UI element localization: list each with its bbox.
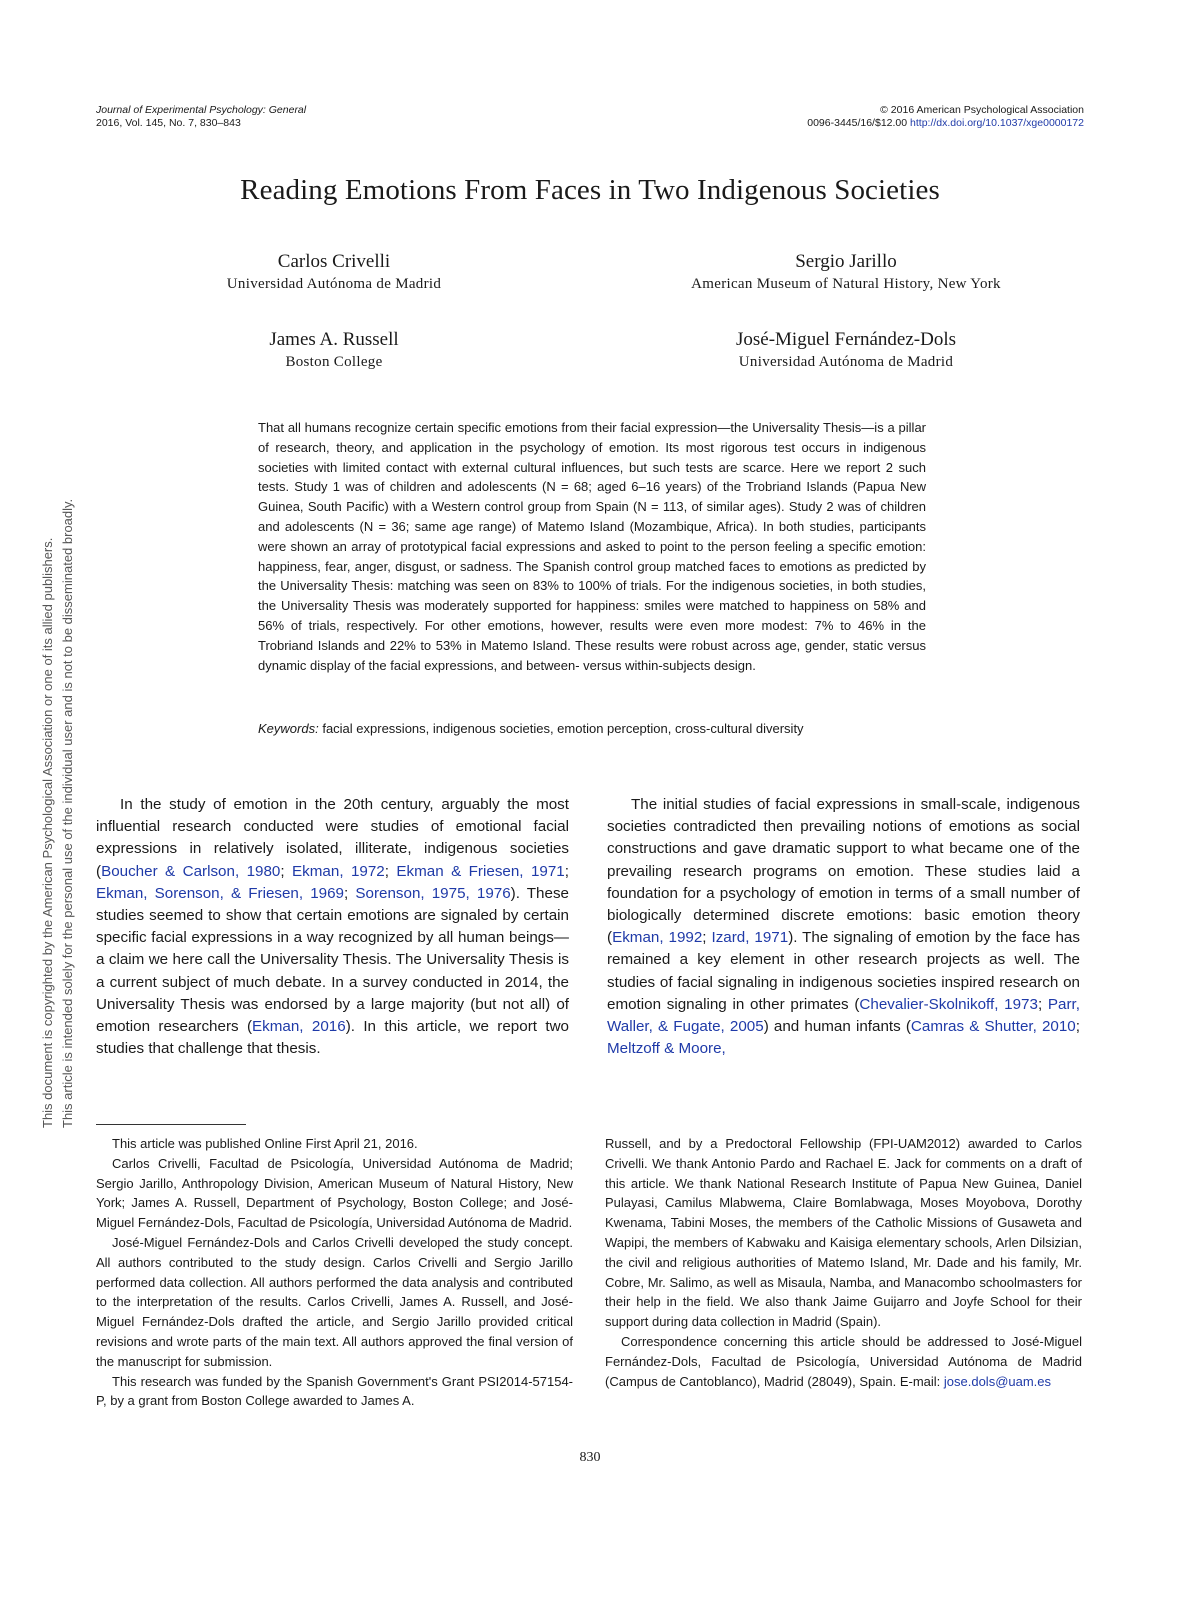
- citation-link[interactable]: Sorenson, 1975, 1976: [355, 884, 511, 902]
- author-name: Carlos Crivelli: [277, 251, 391, 272]
- running-head-left: [96, 104, 306, 130]
- body-text: The initial studies of facial expressions in small-scale, indigenous societies contradicted then prevailing notions of emotions as social constructions and gave dramatic support to what became one of the prevailing research programs on emotion. These studies laid a foundation for a psychology of emotion in terms of a small number of biologically determined discrete emotions: basic emotion theory (: [607, 796, 1080, 947]
- citation-link[interactable]: Izard, 1971: [711, 929, 789, 947]
- journal-name: Journal of Experimental Psychology: General: [96, 104, 307, 116]
- citation-link[interactable]: Ekman, 1972: [292, 862, 385, 880]
- body-text: ). The signaling of emotion by the face has remained a key element in other research projects as well. The studies of facial signaling in indigenous societies inspired research on emotion signaling in other primates (: [607, 929, 1080, 1013]
- sidebar-line-1: This document is copyrighted by the American Psychological Association or one of its allied publishers.: [40, 537, 55, 1128]
- author-block-2: [616, 250, 1076, 294]
- body-text: ;: [384, 862, 397, 880]
- body-text: ;: [1075, 1018, 1080, 1036]
- body-text: ). In this article, we report two studies that challenge that thesis.: [96, 1018, 569, 1058]
- volume-info: 2016, Vol. 145, No. 7, 830–843: [96, 117, 241, 129]
- body-text: ;: [1037, 995, 1048, 1013]
- footnote-funding-continued: Russell, and by a Predoctoral Fellowship (FPI-UAM2012) awarded to Carlos Crivelli. We thank Antonio Pardo and Rachael E. Jack for comments on a draft of this article. We thank National Research Institute of Papua New Guinea, Daniel Pulayasi, Camilus Mlabwema, Claire Bomlabwaga, Moses Moyobova, Dorothy Kwenama, Tabini Moses, the members of the Catholic Missions of Gusaweta and Wapipi, the members of Kabwaku and Kaisiga elementary schools, Arlen Dilsizian, the civil and religious authorities of Matemo Island, Mr. Dade and his family, Mr. Cobre, Mr. Salimo, as well as Misaula, Namba, and Manacombo schoolmasters for their help in the field. We also thank Jaime Guijarro and Joyfe School for their support during data collection in Madrid (Spain).: [605, 1136, 1082, 1330]
- article-title: Reading Emotions From Faces in Two Indigenous Societies: [240, 174, 940, 206]
- copyright-notice: © 2016 American Psychological Association: [880, 104, 1084, 116]
- author-block-3: [104, 328, 564, 372]
- intro-paragraph-1: [96, 794, 569, 1060]
- issn: 0096-3445/16/$12.00: [807, 117, 908, 129]
- copyright-sidebar: [38, 428, 78, 1128]
- author-name: Sergio Jarillo: [795, 251, 897, 272]
- citation-link[interactable]: Meltzoff & Moore,: [607, 1040, 726, 1058]
- footnotes-left: [96, 1134, 573, 1411]
- author-affiliation: Universidad Autónoma de Madrid: [738, 354, 954, 370]
- running-head-right: [807, 104, 1084, 130]
- footnotes-right: [605, 1134, 1082, 1391]
- citation-link[interactable]: Chevalier-Skolnikoff, 1973: [859, 995, 1038, 1013]
- citation-link[interactable]: Camras & Shutter, 2010: [910, 1018, 1076, 1036]
- author-affiliation: Boston College: [285, 354, 383, 370]
- footnote-rule: [96, 1124, 246, 1125]
- citation-link[interactable]: Ekman & Friesen, 1971: [396, 862, 565, 880]
- abstract: That all humans recognize certain specific emotions from their facial expression—the Universality Thesis—is a pillar of research, theory, and application in the psychology of emotion. Its most rigorous test occurs in indigenous societies with limited contact with external cultural influences, but such tests are scarce. Here we report 2 such tests. Study 1 was of children and adolescents (N = 68; aged 6–16 years) of the Trobriand Islands (Papua New Guinea, South Pacific) with a Western control group from Spain (N = 113, of similar ages). Study 2 was of children and adolescents (N = 36; same age range) of Matemo Island (Mozambique, Africa). In both studies, participants were shown an array of prototypical facial expressions and asked to point to the person feeling a specific emotion: happiness, fear, anger, disgust, or sadness. The Spanish control group matched faces to emotions as predicted by the Universality Thesis: matching was seen on 83% to 100% of trials. For the indigenous societies, in both studies, the Universality Thesis was moderately supported for happiness: smiles were matched to happiness on 58% and 56% of trials, respectively. For other emotions, however, results were even more modest: 7% to 46% in the Trobriand Islands and 22% to 53% in Matemo Island. These results were robust across age, gender, static versus dynamic display of the facial expressions, and between- versus within-subjects design.: [258, 420, 926, 673]
- keywords: [258, 719, 926, 738]
- body-text: ;: [280, 862, 293, 880]
- sidebar-line-2: This article is intended solely for the personal use of the individual user and is not to be disseminated broadly.: [60, 498, 75, 1128]
- keywords-label: Keywords:: [258, 721, 319, 736]
- intro-paragraph-2: [607, 794, 1080, 1060]
- body-column-right: [607, 794, 1080, 1060]
- author-block-1: [104, 250, 564, 294]
- footnote-contributions: José-Miguel Fernández-Dols and Carlos Crivelli developed the study concept. All authors contributed to the study design. Carlos Crivelli and Sergio Jarillo performed data collection. All authors performed the data analysis and contributed to the interpretation of the results. Carlos Crivelli, James A. Russell, and José-Miguel Fernández-Dols drafted the article, and Sergio Jarillo provided critical revisions and wrote parts of the main text. All authors approved the final version of the manuscript for submission.: [96, 1234, 573, 1369]
- author-affiliation: Universidad Autónoma de Madrid: [226, 276, 442, 292]
- citation-link[interactable]: Ekman, 1992: [612, 929, 703, 947]
- footnote-published: This article was published Online First April 21, 2016.: [112, 1136, 418, 1151]
- email-link[interactable]: jose.dols@uam.es: [943, 1373, 1052, 1389]
- footnote-affiliations: Carlos Crivelli, Facultad de Psicología, Universidad Autónoma de Madrid; Sergio Jarillo, Anthropology Division, American Museum of Natural History, New York; James A. Russell, Department of Psychology, Boston College; and José-Miguel Fernández-Dols, Facultad de Psicología, Universidad Autónoma de Madrid.: [96, 1155, 573, 1231]
- author-affiliation: American Museum of Natural History, New York: [691, 276, 1001, 292]
- footnote-correspondence: [605, 1332, 1082, 1391]
- citation-link[interactable]: Ekman, 2016: [252, 1018, 346, 1036]
- doi-link[interactable]: http://dx.doi.org/10.1037/xge0000172: [910, 117, 1084, 129]
- body-text: ;: [702, 929, 712, 947]
- author-name: James A. Russell: [269, 329, 399, 350]
- citation-link[interactable]: Boucher & Carlson, 1980: [101, 862, 281, 880]
- page-number: 830: [579, 1450, 601, 1465]
- correspondence-text: Correspondence concerning this article should be addressed to José-Miguel Fernández-Dols, Facultad de Psicología, Universidad Autónoma de Madrid (Campus de Cantoblanco), Madrid (28049), Spain. E-mail:: [605, 1333, 1082, 1389]
- body-column-left: [96, 794, 569, 1060]
- author-block-4: [616, 328, 1076, 372]
- footnote-funding: This research was funded by the Spanish Government's Grant PSI2014-57154-P, by a grant from Boston College awarded to James A.: [96, 1373, 573, 1409]
- citation-link[interactable]: Parr, Waller, & Fugate, 2005: [607, 995, 1080, 1036]
- body-text: In the study of emotion in the 20th century, arguably the most influential research conducted were studies of emotional facial expressions in relatively isolated, illiterate, indigenous societies (: [96, 796, 569, 880]
- body-text: ) and human infants (: [763, 1018, 911, 1036]
- citation-link[interactable]: Ekman, Sorenson, & Friesen, 1969: [96, 884, 345, 902]
- body-text: ;: [344, 884, 356, 902]
- body-text: ;: [564, 862, 569, 880]
- issn-doi-line: [807, 117, 1084, 130]
- author-name: José-Miguel Fernández-Dols: [735, 329, 957, 350]
- keywords-text: facial expressions, indigenous societies, emotion perception, cross-cultural diversity: [322, 721, 804, 736]
- body-text: ). These studies seemed to show that certain emotions are signaled by certain specific facial expressions in a way recognized by all human beings—a claim we here call the Universality Thesis. The Universality Thesis is a current subject of much debate. In a survey conducted in 2014, the Universality Thesis was endorsed by a large majority (but not all) of emotion researchers (: [96, 884, 569, 1036]
